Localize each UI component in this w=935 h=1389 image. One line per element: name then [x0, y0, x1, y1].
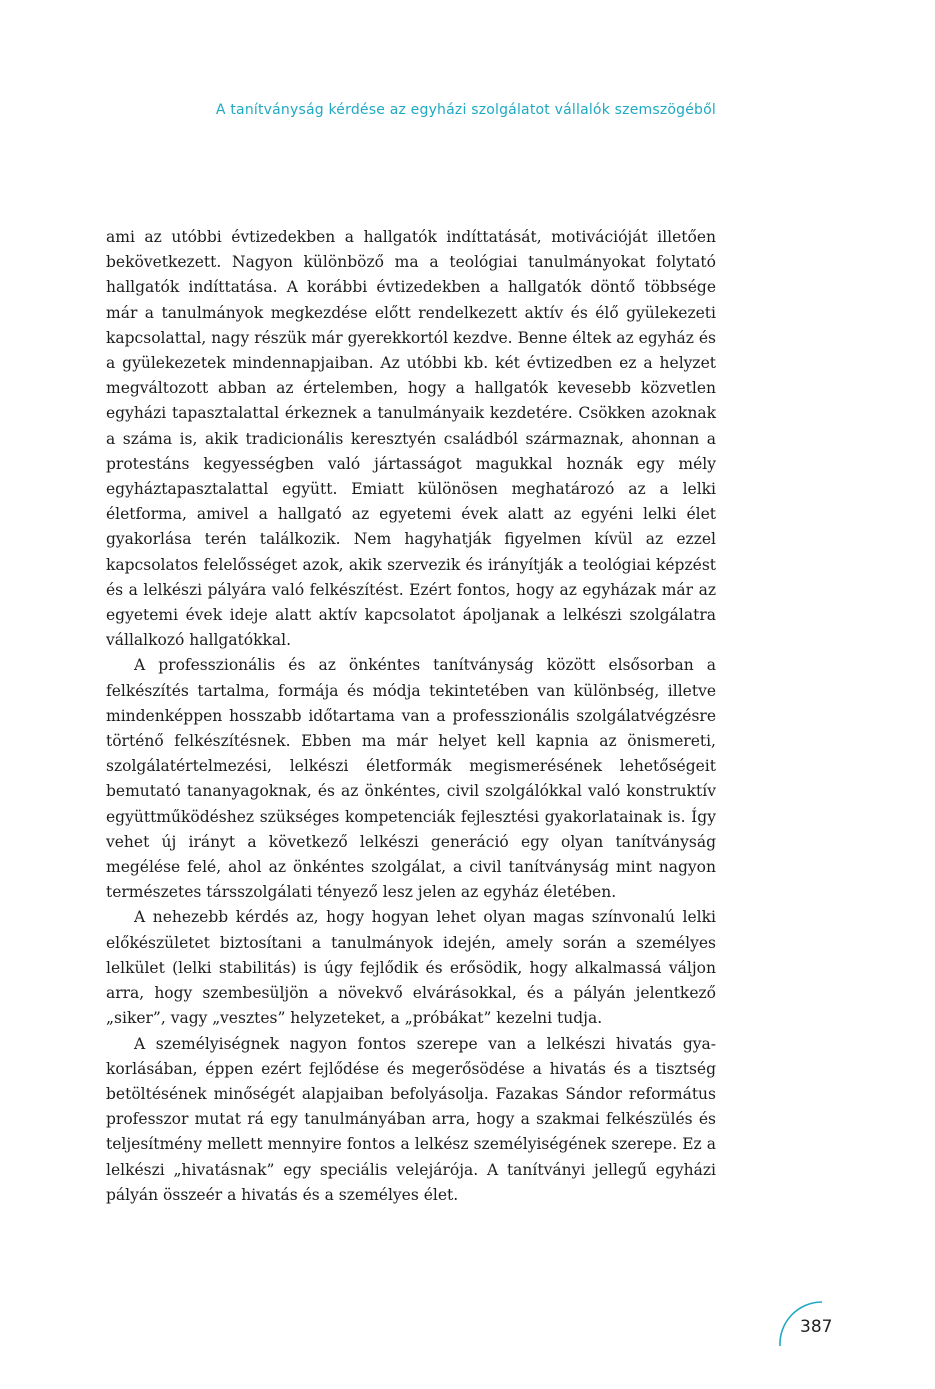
- running-header: A tanítványság kérdése az egyházi szolgálatot vállalók szemszögéből: [215, 102, 716, 118]
- paragraph: ami az utóbbi évtizedekben a hallgatók indíttatását, motivációját illetően bekövetkezett. Nagyon különböző ma a teológiai tanulmányokat folytató hallgatók indíttatása. A korábbi évtizedekben a hallgatók döntő többsége már a tanulmányok megkezdése előtt rendelkezett aktív és élő gyülekezeti kapcsolattal, nagy részük már gyerekkortól kezdve. Benne éltek az egyház és a gyülekezetek mindennapjaiban. Az utóbbi kb. két évtizedben ez a helyzet megváltozott abban az értelemben, hogy a hallgatók kevesebb közvetlen egyházi tapasztalattal érkeznek a tanulmányaik kezdetére. Csökken azoknak a száma is, akik tradicionális keresztyén családból származnak, ahonnan a protestáns kegyességben való jártasságot magukkal hoznák egy mély egyháztapasztalattal együtt. Emiatt különösen meghatározó az a lelki életforma, amivel a hallgató az egyetemi évek alatt az egyéni lelki élet gyakorlása terén találkozik. Nem hagyhatják figyelmen kívül az ezzel kapcsolatos felelősséget azok, akik szervezik és irányítják a teológiai képzést és a lelkészi pályára való felkészítést. Ezért fontos, hogy az egyházak már az egyetemi évek ideje alatt aktív kapcsolatot ápoljanak a lelkészi szolgálatra vállalkozó hallgatókkal.: [106, 228, 716, 650]
- page-number: 387: [800, 1317, 833, 1337]
- body-text: [106, 225, 716, 1208]
- paragraph: A személyiségnek nagyon fontos szerepe van a lelkészi hivatás gyakorlásában, éppen ezért fejlődése és megerősödése a hivatás és a tisztség betöltésének minőségét alapjaiban befolyásolja. Fazakas Sándor református professzor mutat rá egy tanulmányában arra, hogy a szakmai felkészülés és teljesítmény mellett mennyire fontos a lelkész személyiségének szerepe. Ez a lelkészi „hivatásnak” egy speciális velejárója. A tanítványi jellegű egyházi pályán összeér a hivatás és a személyes élet.: [106, 1034, 716, 1204]
- paragraph: A nehezebb kérdés az, hogy hogyan lehet olyan magas színvonalú lelki előkészületet biztosítani a tanulmányok idején, amely során a személyes lelkület (lelki stabilitás) is úgy fejlődik és erősödik, hogy alkalmassá váljon arra, hogy szembesüljön a növekvő elvárásokkal, és a pályán jelentkező „siker”, vagy „vesztes” helyzeteket, a „próbákat” kezelni tudja.: [106, 908, 716, 1028]
- paragraph: A professzionális és az önkéntes tanítványság között elsősorban a felkészítés tartalma, formája és módja tekintetében van különbség, illetve mindenképpen hosszabb időtartama van a professzionális szolgálatvégzésre történő felkészítésnek. Ebben ma már helyet kell kapnia az önismereti, szolgálatértelmezési, lelkészi életformák megismerésének lehetőségeit bemutató tananyagoknak, és az önkéntes, civil szolgálókkal való konstruktív együttműködéshez szükséges kompetenciák fejlesztési gyakorlatainak is. Így vehet új irányt a következő lelkészi generáció egy olyan tanítványság megélése felé, ahol az önkéntes szolgálat, a civil tanítványság mint nagyon természetes társszolgálati tényező lesz jelen az egyház életében.: [106, 656, 716, 902]
- page-number-block: [776, 1300, 836, 1348]
